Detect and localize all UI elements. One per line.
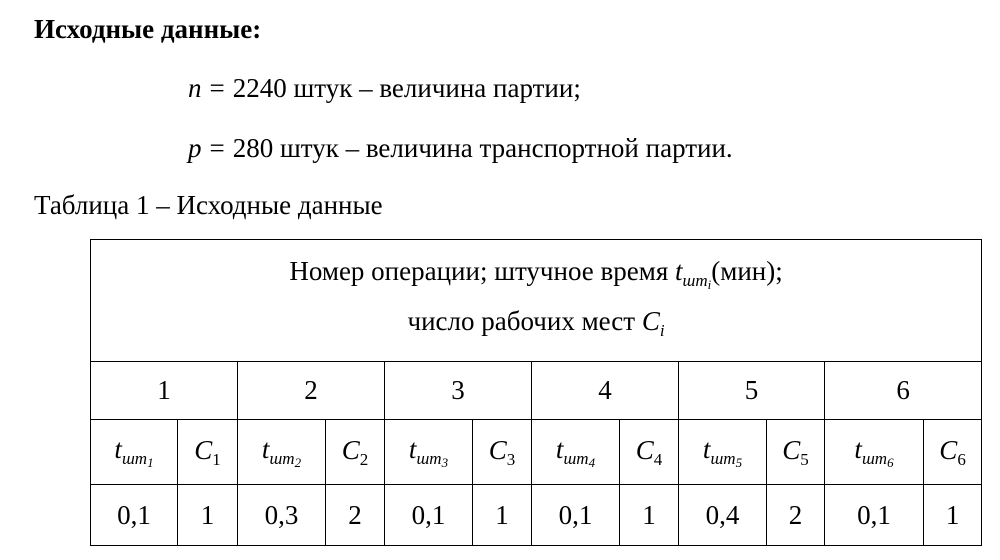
c-value-cell: 1 [620,485,679,546]
t-value-cell: 0,1 [91,485,178,546]
t-var-cell: $t_{шт_4}$ [532,420,620,485]
c-value-cell: 1 [178,485,238,546]
t-var-cell: $t_{шт_6}$ [825,420,924,485]
c-var-cell: $C_4$ [620,420,679,485]
formula-equals: = [209,133,225,163]
formula-description: штук – величина транспортной партии. [273,133,733,163]
t-var-cell: $t_{шт_2}$ [238,420,326,485]
c-value-cell: 2 [326,485,385,546]
c-var-cell: $C_3$ [473,420,532,485]
values-row [91,485,982,546]
operation-number-cell: 2 [238,362,385,420]
t-var-cell: $t_{шт_3}$ [385,420,473,485]
table-header-row [91,240,982,362]
variable-names-row [91,420,982,485]
t-var-cell: $t_{шт_5}$ [679,420,767,485]
c-value-cell: 1 [924,485,982,546]
formula-value: 2240 [232,73,287,103]
operation-number-cell: 6 [825,362,982,420]
operation-number-cell: 4 [532,362,679,420]
section-heading: Исходные данные: [34,14,262,44]
formula-variable: n [188,73,202,103]
c-value-cell: 2 [767,485,825,546]
formula-batch-size [188,71,581,105]
formula-variable: p [188,133,202,163]
formula-equals: = [209,73,225,103]
formula-value: 280 [232,133,274,163]
operation-number-cell: 5 [679,362,825,420]
operation-number-cell: 3 [385,362,532,420]
table-caption: Таблица 1 – Исходные данные [34,190,383,220]
header-line-1: Номер операции; штучное время $t_{шт_i}(мин)$; [289,255,783,292]
c-value-cell: 1 [473,485,532,546]
t-var-cell: $t_{шт_1}$ [91,420,178,485]
operation-number-row [91,362,982,420]
source-data-table [90,239,982,546]
t-value-cell: 0,3 [238,485,326,546]
c-var-cell: $C_6$ [924,420,982,485]
c-var-cell: $C_2$ [326,420,385,485]
operation-number-cell: 1 [91,362,238,420]
t-value-cell: 0,1 [385,485,473,546]
t-value-cell: 0,1 [825,485,924,546]
c-var-cell: $C_5$ [767,420,825,485]
header-line-2: число рабочих мест $C_i$ [407,305,665,340]
formula-description: штук – величина партии; [286,73,581,103]
formula-transport-batch-size [188,131,733,165]
table-header-cell [91,240,982,362]
t-value-cell: 0,4 [679,485,767,546]
t-value-cell: 0,1 [532,485,620,546]
c-var-cell: $C_1$ [178,420,238,485]
